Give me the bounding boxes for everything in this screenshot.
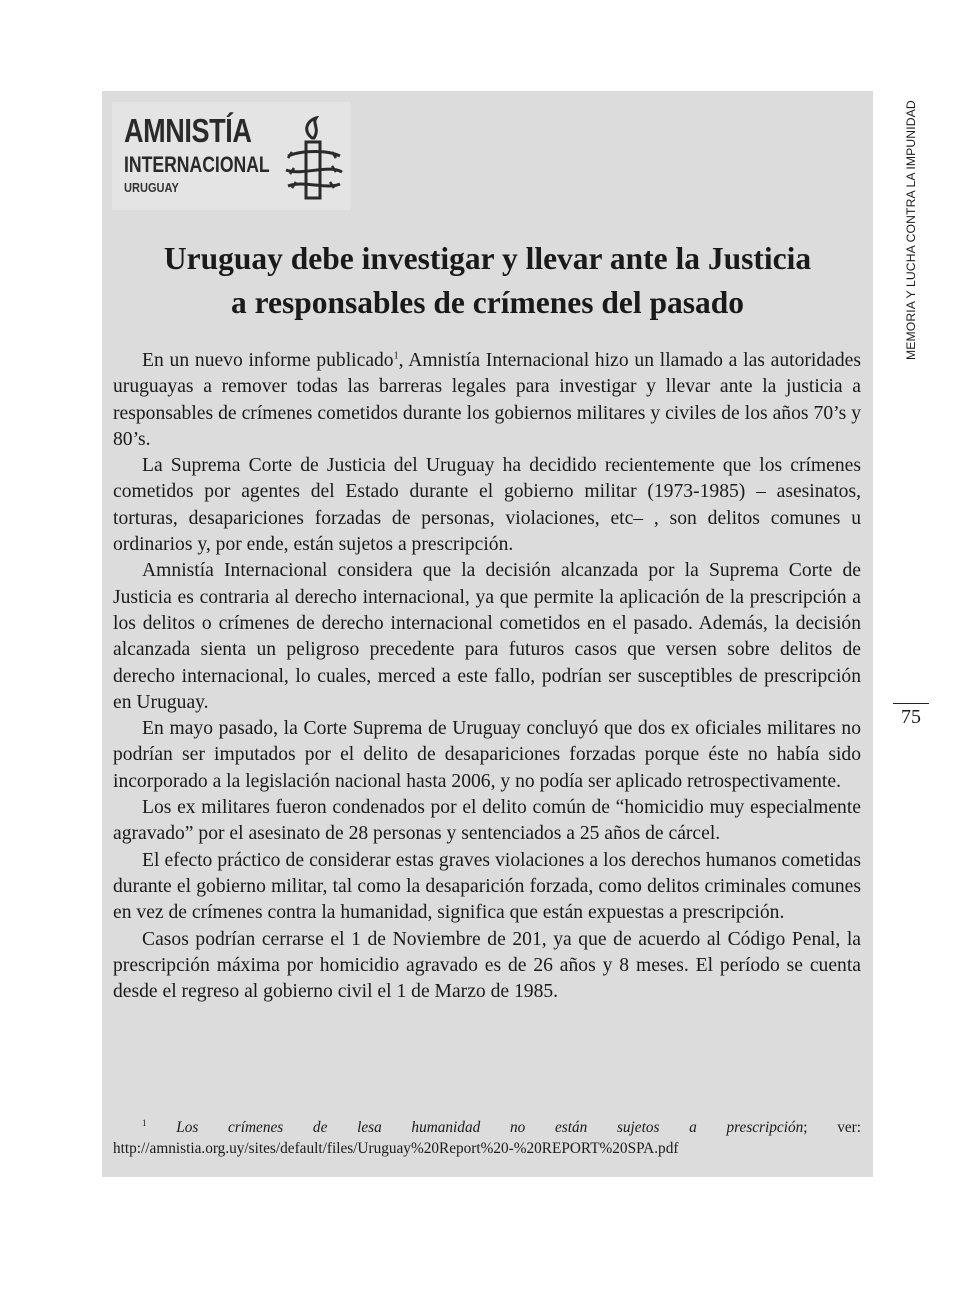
paragraph-7: Casos podrían cerrarse el 1 de Noviembre de 201, ya que de acuerdo al Código Penal, la prescripción máxima por homicidio agravado es de 26 años y 8 meses. El período se cuenta desde el regreso al gobierno civil el 1 de Marzo de 1985.: [113, 928, 861, 1003]
title-line-2: a responsables de crímenes del pasado: [230, 285, 745, 320]
running-header: MEMORIA Y LUCHA CONTRA LA IMPUNIDAD: [904, 100, 918, 360]
article-body: [113, 348, 861, 1005]
amnesty-logo: [112, 102, 351, 210]
page-number: 75: [901, 706, 921, 728]
paragraph-2: La Suprema Corte de Justicia del Uruguay ha decidido recientemente que los crímenes cometidos por agentes del Estado durante el gobierno militar (1973-1985) – asesinatos, torturas, desapariciones forzadas de personas, violaciones, etc– , son delitos comunes u ordinarios y, por ende, están sujetos a prescripción.: [113, 455, 861, 556]
logo-text-internacional: INTERNACIONAL: [124, 152, 270, 177]
footnote-ref: 1: [393, 350, 399, 362]
paragraph-6: El efecto práctico de considerar estas graves violaciones a los derechos humanos cometidas durante el gobierno militar, tal como la desaparición forzada, como delitos criminales comunes en vez de crímenes contra la humanidad, significa que están expuestas a prescripción.: [113, 849, 861, 924]
page-number-rule: [893, 703, 929, 704]
title-line-1: Uruguay debe investigar y llevar ante la Justicia: [163, 241, 812, 276]
paragraph-1: [113, 348, 861, 453]
paragraph-1-rest: , Amnistía Internacional hizo un llamado a las autoridades uruguayas a remover todas las barreras legales para investigar y llevar ante la justicia a responsables de crímenes cometidos durante los gobiernos militares y civiles de los años 70’s y 80’s.: [113, 350, 861, 450]
candle-barbed-wire-icon: [282, 116, 344, 202]
footnote-italic: Los crímenes de lesa humanidad no están sujetos a prescripción: [176, 1119, 804, 1136]
footnote-number: 1: [142, 1117, 147, 1128]
article-title: [102, 237, 873, 325]
logo-text-amnistia: AMNISTÍA: [124, 112, 252, 149]
paragraph-4: En mayo pasado, la Corte Suprema de Uruguay concluyó que dos ex oficiales militares no podrían ser imputados por el delito de desapariciones forzadas porque éste no había sido incorporado a la legislación nacional hasta 2006, y no podía ser aplicado retrospectivamente.: [113, 718, 861, 792]
logo-text-uruguay: URUGUAY: [124, 180, 179, 195]
paragraph-3: Amnistía Internacional considera que la decisión alcanzada por la Suprema Corte de Justicia es contraria al derecho internacional, ya que permite la aplicación de la prescripción a los delitos o crímenes de derecho internacional cometidos en el pasado. Además, la decisión alcanzada sienta un peligroso precedente para futuros casos que versen sobre delitos de derecho internacional, lo cuales, merced a este fallo, podrían ser susceptibles de prescripción en Uruguay.: [113, 560, 861, 713]
paragraph-5: Los ex militares fueron condenados por el delito común de “homicidio muy especialmente agravado” por el asesinato de 28 personas y sentenciados a 25 años de cárcel.: [113, 797, 861, 845]
footnote: [113, 1117, 861, 1159]
paragraph-1-start: En un nuevo informe publicado: [142, 350, 394, 371]
footnote-rest: ; ver: http://amnistia.org.uy/sites/default/files/Uruguay%20Report%20-%20REPORT%20SPA.pdf: [113, 1119, 861, 1157]
